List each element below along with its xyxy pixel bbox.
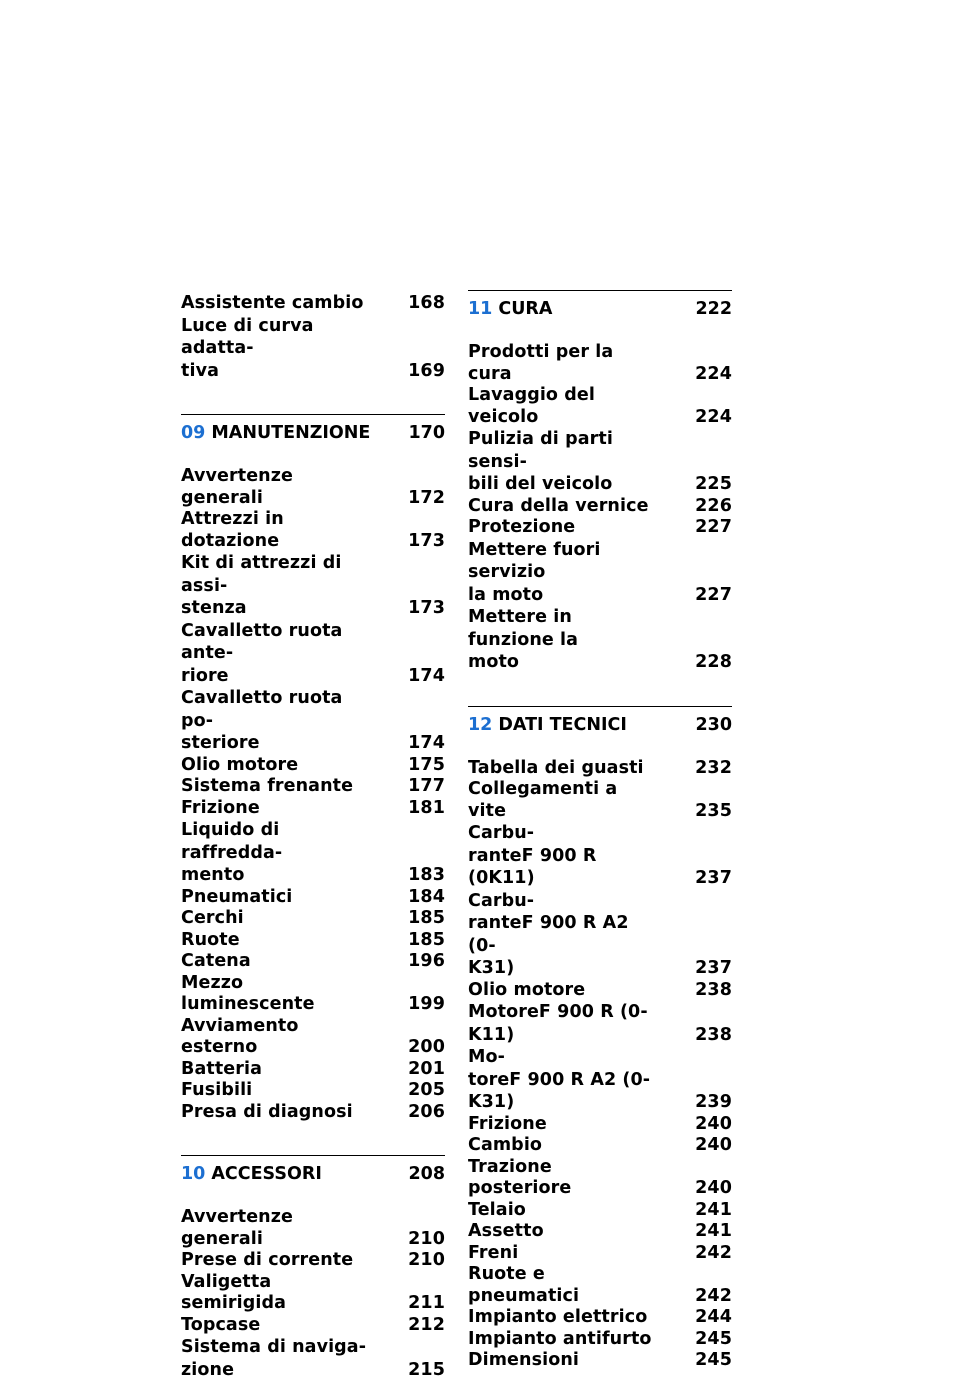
toc-entry[interactable] bbox=[468, 779, 732, 822]
toc-entry-page: 224 bbox=[695, 407, 732, 429]
toc-entry-page: 212 bbox=[408, 1315, 445, 1337]
section-page: 230 bbox=[695, 714, 732, 736]
toc-entry-page: 240 bbox=[695, 1114, 732, 1136]
toc-entry[interactable] bbox=[181, 776, 445, 798]
toc-entry-page: 225 bbox=[695, 474, 732, 496]
toc-entry[interactable] bbox=[181, 973, 445, 1016]
toc-entry-page: 241 bbox=[695, 1200, 732, 1222]
toc-entry-page: 228 bbox=[695, 652, 732, 674]
toc-entry[interactable] bbox=[468, 517, 732, 539]
toc-entry[interactable] bbox=[181, 1315, 445, 1337]
toc-entry-label: Impianto elettrico bbox=[468, 1307, 658, 1329]
section-number: 12 bbox=[468, 714, 492, 736]
toc-entry-page: 215 bbox=[408, 1360, 445, 1381]
toc-entry-label: Liquido di raffredda- mento bbox=[181, 819, 371, 887]
toc-entry[interactable] bbox=[468, 496, 732, 518]
toc-entry[interactable] bbox=[468, 1114, 732, 1136]
section-title: CURA bbox=[498, 298, 552, 320]
toc-entry-label: Prodotti per la cura bbox=[468, 342, 658, 385]
toc-entry-label: Catena bbox=[181, 951, 371, 973]
toc-entry[interactable] bbox=[181, 466, 445, 509]
toc-entry-page: 210 bbox=[408, 1250, 445, 1272]
toc-entry-page: 237 bbox=[695, 958, 732, 980]
toc-entry-label: Dimensioni bbox=[468, 1350, 658, 1372]
toc-entry[interactable] bbox=[468, 1264, 732, 1307]
toc-entry-page: 200 bbox=[408, 1037, 445, 1059]
toc-entry-page: 174 bbox=[408, 666, 445, 688]
toc-entry-label: Tabella dei guasti bbox=[468, 758, 658, 780]
toc-entry-label: Trazione posteriore bbox=[468, 1157, 658, 1200]
toc-entry-label: Freni bbox=[468, 1243, 658, 1265]
toc-entry-page: 173 bbox=[408, 598, 445, 620]
toc-entry-label: Luce di curva adatta- tiva bbox=[181, 315, 371, 383]
toc-entry-label: Carbu- ranteF 900 R A2 (0- K31) bbox=[468, 890, 658, 980]
toc-entry[interactable] bbox=[468, 385, 732, 428]
section-number: 09 bbox=[181, 422, 205, 444]
toc-entry[interactable] bbox=[181, 1272, 445, 1315]
toc-entry-page: 244 bbox=[695, 1307, 732, 1329]
toc-entry-label: Pneumatici bbox=[181, 887, 371, 909]
toc-entries-continued bbox=[181, 293, 445, 382]
toc-entry-label: MotoreF 900 R (0- K11) bbox=[468, 1001, 658, 1046]
entry-list bbox=[181, 466, 445, 1123]
toc-entry-page: 181 bbox=[408, 798, 445, 820]
toc-section-11 bbox=[468, 290, 732, 674]
toc-section-09 bbox=[181, 414, 445, 1123]
toc-entry[interactable] bbox=[181, 908, 445, 930]
toc-entry-page: 242 bbox=[695, 1243, 732, 1265]
entry-list bbox=[468, 758, 732, 1372]
toc-entry-label: Assetto bbox=[468, 1221, 658, 1243]
toc-entry[interactable] bbox=[468, 1200, 732, 1222]
toc-entry-label: Ruote bbox=[181, 930, 371, 952]
toc-entry-page: 185 bbox=[408, 930, 445, 952]
toc-entry-label: Telaio bbox=[468, 1200, 658, 1222]
toc-entry-page: 239 bbox=[695, 1092, 732, 1114]
section-heading[interactable] bbox=[468, 706, 732, 736]
toc-entry-label: Frizione bbox=[181, 798, 371, 820]
toc-entry-label: Assistente cambio bbox=[181, 293, 371, 315]
toc-entry-label: Cura della vernice bbox=[468, 496, 658, 518]
toc-entry[interactable] bbox=[468, 342, 732, 385]
toc-entry-page: 232 bbox=[695, 758, 732, 780]
toc-entry[interactable] bbox=[468, 539, 732, 607]
toc-entry[interactable] bbox=[181, 687, 445, 755]
toc-entry-page: 238 bbox=[695, 1025, 732, 1047]
toc-entry-label: Mettere fuori servizio la moto bbox=[468, 539, 658, 607]
toc-entry[interactable] bbox=[468, 1046, 732, 1114]
toc-entry-page: 210 bbox=[408, 1229, 445, 1251]
toc-entry-page: 235 bbox=[695, 801, 732, 823]
toc-entry[interactable] bbox=[181, 620, 445, 688]
section-page: 170 bbox=[408, 422, 445, 444]
toc-entry[interactable] bbox=[468, 1350, 732, 1372]
toc-entry-label: Mettere in funzione la moto bbox=[468, 606, 658, 674]
toc-entry-page: 183 bbox=[408, 865, 445, 887]
toc-section-10 bbox=[181, 1155, 445, 1381]
entry-list bbox=[181, 1207, 445, 1381]
toc-entry-page: 245 bbox=[695, 1329, 732, 1351]
toc-entry-page: 205 bbox=[408, 1080, 445, 1102]
toc-entry-page: 240 bbox=[695, 1135, 732, 1157]
toc-entry[interactable] bbox=[181, 819, 445, 887]
toc-entry[interactable] bbox=[468, 1243, 732, 1265]
toc-entry-label: Sistema di naviga- zione bbox=[181, 1336, 371, 1381]
toc-entry-page: 242 bbox=[695, 1286, 732, 1308]
toc-entry-page: 201 bbox=[408, 1059, 445, 1081]
toc-entry-page: 227 bbox=[695, 517, 732, 539]
toc-entry-page: 241 bbox=[695, 1221, 732, 1243]
toc-entry[interactable] bbox=[468, 1329, 732, 1351]
toc-entry[interactable] bbox=[181, 509, 445, 552]
toc-entry[interactable] bbox=[181, 1059, 445, 1081]
toc-entry-label: Prese di corrente bbox=[181, 1250, 371, 1272]
toc-entry-label: Frizione bbox=[468, 1114, 658, 1136]
toc-entry-label: Attrezzi in dotazione bbox=[181, 509, 371, 552]
toc-entry-page: 237 bbox=[695, 868, 732, 890]
toc-entry[interactable] bbox=[468, 758, 732, 780]
toc-entry-page: 240 bbox=[695, 1178, 732, 1200]
section-number: 10 bbox=[181, 1163, 205, 1185]
toc-entry-page: 196 bbox=[408, 951, 445, 973]
toc-entry-label: Mo- toreF 900 R A2 (0- K31) bbox=[468, 1046, 658, 1114]
toc-entry[interactable] bbox=[181, 1207, 445, 1250]
toc-entry-label: Kit di attrezzi di assi- stenza bbox=[181, 552, 371, 620]
toc-entry-page: 211 bbox=[408, 1293, 445, 1315]
toc-entry-label: Olio motore bbox=[181, 755, 371, 777]
toc-column-left bbox=[181, 293, 445, 1381]
toc-entry[interactable] bbox=[181, 887, 445, 909]
section-heading[interactable] bbox=[181, 1155, 445, 1185]
toc-entry-label: Sistema frenante bbox=[181, 776, 371, 798]
toc-entry-label: Ruote e pneumatici bbox=[468, 1264, 658, 1307]
toc-entry-label: Valigetta semirigida bbox=[181, 1272, 371, 1315]
toc-entry-label: Carbu- ranteF 900 R (0K11) bbox=[468, 822, 658, 890]
toc-column-right bbox=[468, 290, 732, 1372]
entry-list bbox=[468, 342, 732, 674]
toc-entry[interactable] bbox=[468, 1307, 732, 1329]
section-page: 208 bbox=[408, 1163, 445, 1185]
toc-entry-page: 168 bbox=[408, 293, 445, 315]
toc-entry-label: Avvertenze generali bbox=[181, 1207, 371, 1250]
toc-entry-label: Cavalletto ruota po- steriore bbox=[181, 687, 371, 755]
toc-entry[interactable] bbox=[181, 1102, 445, 1124]
toc-entry[interactable] bbox=[181, 930, 445, 952]
toc-entry-label: Presa di diagnosi bbox=[181, 1102, 371, 1124]
section-number: 11 bbox=[468, 298, 492, 320]
toc-entry[interactable] bbox=[468, 822, 732, 890]
toc-entry[interactable] bbox=[468, 1135, 732, 1157]
toc-section-12 bbox=[468, 706, 732, 1372]
toc-entry[interactable] bbox=[468, 890, 732, 980]
toc-entry-label: Olio motore bbox=[468, 980, 658, 1002]
toc-entry-label: Protezione bbox=[468, 517, 658, 539]
toc-entry-label: Pulizia di parti sensi- bili del veicolo bbox=[468, 428, 658, 496]
toc-entry[interactable] bbox=[181, 951, 445, 973]
section-heading[interactable] bbox=[181, 414, 445, 444]
toc-entry-label: Impianto antifurto bbox=[468, 1329, 658, 1351]
toc-entry-label: Cerchi bbox=[181, 908, 371, 930]
toc-entry[interactable] bbox=[181, 315, 445, 383]
toc-entry-label: Cambio bbox=[468, 1135, 658, 1157]
toc-entry[interactable] bbox=[181, 755, 445, 777]
toc-entry-page: 226 bbox=[695, 496, 732, 518]
section-title: ACCESSORI bbox=[211, 1163, 321, 1185]
toc-entry[interactable] bbox=[181, 1250, 445, 1272]
toc-entry[interactable] bbox=[181, 552, 445, 620]
toc-entry-page: 245 bbox=[695, 1350, 732, 1372]
toc-entry-page: 224 bbox=[695, 364, 732, 386]
section-heading[interactable] bbox=[468, 290, 732, 320]
toc-entry-page: 177 bbox=[408, 776, 445, 798]
toc-entry[interactable] bbox=[468, 1001, 732, 1046]
toc-entry[interactable] bbox=[468, 1157, 732, 1200]
toc-entry-page: 173 bbox=[408, 531, 445, 553]
toc-entry-page: 175 bbox=[408, 755, 445, 777]
toc-entry-label: Collegamenti a vite bbox=[468, 779, 658, 822]
section-title: DATI TECNICI bbox=[498, 714, 627, 736]
toc-entry-page: 227 bbox=[695, 585, 732, 607]
toc-entry-page: 199 bbox=[408, 994, 445, 1016]
toc-entry[interactable] bbox=[181, 293, 445, 315]
section-title: MANUTENZIONE bbox=[211, 422, 370, 444]
toc-entry[interactable] bbox=[468, 428, 732, 496]
toc-entry-page: 184 bbox=[408, 887, 445, 909]
toc-entry[interactable] bbox=[468, 980, 732, 1002]
toc-entry-label: Cavalletto ruota ante- riore bbox=[181, 620, 371, 688]
toc-entry-label: Fusibili bbox=[181, 1080, 371, 1102]
toc-entry[interactable] bbox=[181, 798, 445, 820]
toc-entry-label: Avvertenze generali bbox=[181, 466, 371, 509]
toc-entry-page: 238 bbox=[695, 980, 732, 1002]
toc-entry[interactable] bbox=[181, 1016, 445, 1059]
toc-entry-label: Topcase bbox=[181, 1315, 371, 1337]
toc-entry-label: Batteria bbox=[181, 1059, 371, 1081]
section-page: 222 bbox=[695, 298, 732, 320]
toc-entry[interactable] bbox=[468, 1221, 732, 1243]
toc-entry[interactable] bbox=[181, 1080, 445, 1102]
toc-entry-label: Lavaggio del veicolo bbox=[468, 385, 658, 428]
toc-entry[interactable] bbox=[181, 1336, 445, 1381]
entry-list bbox=[181, 293, 445, 382]
toc-entry[interactable] bbox=[468, 606, 732, 674]
toc-entry-page: 206 bbox=[408, 1102, 445, 1124]
toc-entry-label: Mezzo luminescente bbox=[181, 973, 371, 1016]
toc-entry-page: 169 bbox=[408, 361, 445, 383]
toc-entry-page: 185 bbox=[408, 908, 445, 930]
toc-entry-page: 172 bbox=[408, 488, 445, 510]
toc-entry-label: Avviamento esterno bbox=[181, 1016, 371, 1059]
toc-entry-page: 174 bbox=[408, 733, 445, 755]
